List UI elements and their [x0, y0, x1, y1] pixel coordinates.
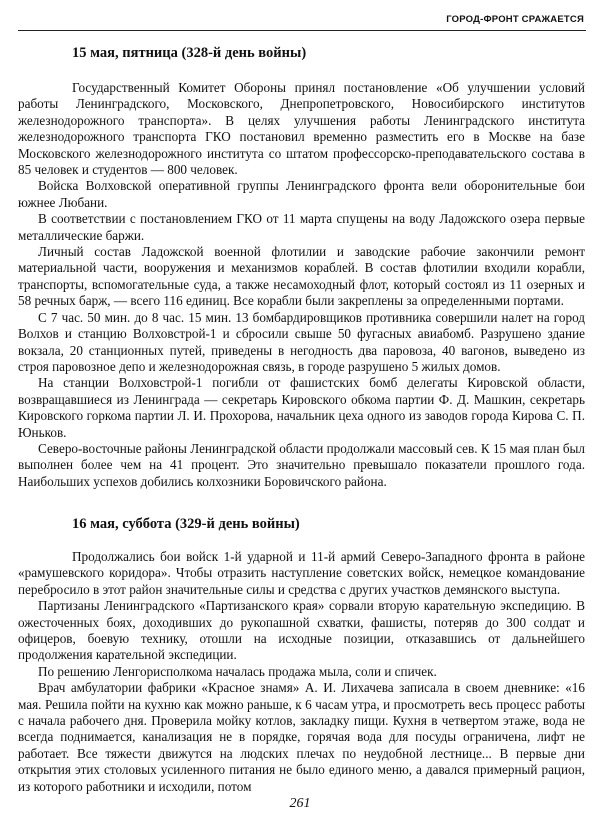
- paragraph: По решению Ленгорисполкома началась продажа мыла, соли и спичек.: [38, 663, 437, 679]
- paragraph: Врач амбулатории фабрики «Красное знамя» А. И. Лихачева записала в своем дневнике: «16 мая. Решила пойти на кухню как можно раньше, к 6 часам утра, и просмотреть весь процесс работы с начала рабочего дня. Проверила мойку котлов, закладку пищи. Кухня в четвертом этаже, вода не всегда поднимается, канализация не в порядке, горячая вода для посуды ограничена, лифт не работает. Все тяжести движутся на людских плечах по неудобной лестнице... В первые дни открытия этих столовых усиленного питания не было единого меню, а давался примерный рацион, из которого работники и исходили, потом: [18, 680, 585, 794]
- paragraph: На станции Волховстрой-1 погибли от фашистских бомб делегаты Кировской области, возвращавшиеся из Ленинграда — секретарь Кировского обкома партии Ф. Д. Машкин, секретарь Кировского горкома партии Л. И. Прохорова, начальник цеха одного из заводов города Кирова С. П. Юньков.: [18, 375, 585, 440]
- paragraph: Государственный Комитет Обороны принял постановление «Об улучшении условий работы Ленинградского, Московского, Днепропетровского, Новосибирского институтов железнодорожного транспорта». В целях улучшения работы Ленинградского института железнодорожного транспорта ГКО постановил временно разместить его в Москве на базе Московского железнодорожного института со штатом профессорско-преподавательского состава в 85 человек и студентов — 800 человек.: [18, 80, 585, 178]
- paragraph: В соответствии с постановлением ГКО от 11 марта спущены на воду Ладожского озера первые металлические баржи.: [18, 211, 585, 243]
- paragraph: Северо-восточные районы Ленинградской области продолжали массовый сев. К 15 мая план был выполнен более чем на 41 процент. Это значительно превышало показатели прошлого года. Наибольших успехов добились колхозники Боровичского района.: [18, 440, 585, 489]
- paragraph: С 7 час. 50 мин. до 8 час. 15 мин. 13 бомбардировщиков противника совершили налет на город Волхов и станцию Волховстрой-1 и сбросили свыше 50 фугасных авиабомб. Разрушено здание вокзала, 20 станционных путей, приведены в негодность два паровоза, 40 вагонов, выведено из строя паровозное депо и железнодорожная связь, в городе разрушено 5 жилых домов.: [18, 309, 585, 374]
- running-title: ГОРОД-ФРОНТ СРАЖАЕТСЯ: [446, 14, 584, 25]
- paragraph: Продолжались бои войск 1-й ударной и 11-й армий Северо-Западного фронта в районе «рамушевского коридора». Чтобы отразить наступление советских войск, немецкое командование перебросило в этот район значительные силы и средства с других участков демянского выступа.: [18, 549, 585, 597]
- paragraph: Войска Волховской оперативной группы Ленинградского фронта вели оборонительные бои южнее Любани.: [18, 178, 585, 210]
- section-heading: 16 мая, суббота (329-й день войны): [72, 516, 300, 532]
- section-may-15: [18, 44, 585, 490]
- header-rule: [18, 30, 586, 31]
- paragraph: Партизаны Ленинградского «Партизанского края» сорвали вторую карательную экспедицию. В ожесточенных боях, доходивших до рукопашной схватки, фашисты, потеряв до 300 солдат и офицеров, боевую технику, отошли на исходные позиции, отказавшись от дальнейшего продолжения карательной экспедиции.: [18, 598, 585, 663]
- page-number: 261: [289, 796, 311, 811]
- section-heading: 15 мая, пятница (328-й день войны): [72, 45, 307, 61]
- section-may-16: [18, 515, 585, 795]
- paragraph: Личный состав Ладожской военной флотилии и заводские рабочие закончили ремонт материальной части, вооружения и механизмов кораблей. В состав флотилии входили корабли, транспорты, вспомогательные суда, а также несамоходный флот, который состоял из 11 озерных и 58 речных барж, — всего 116 единиц. Все корабли были закреплены за определенными портами.: [18, 244, 585, 309]
